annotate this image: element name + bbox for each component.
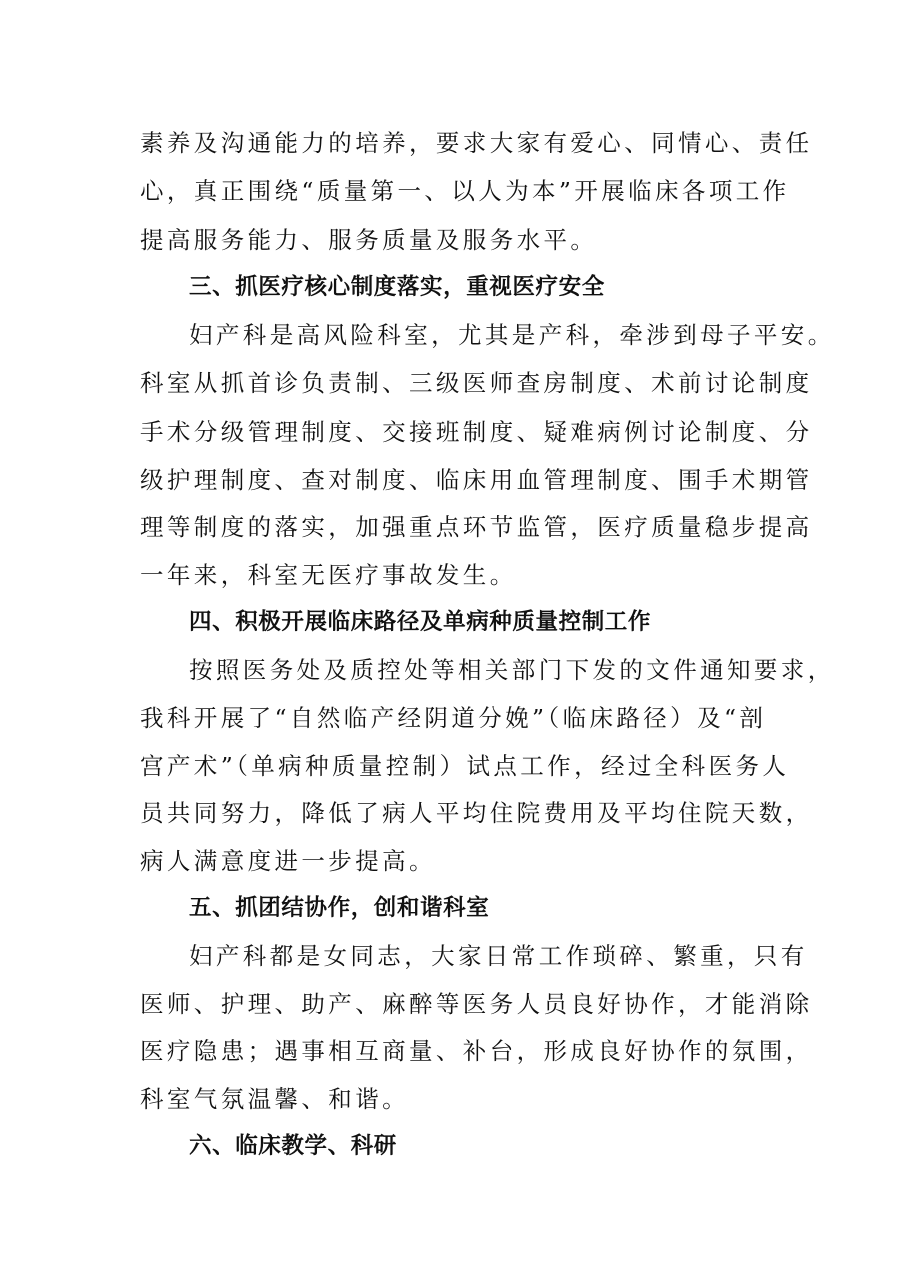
section-heading-3: 三、抓医疗核心制度落实，重视医疗安全 [189,274,605,300]
body-text-line: 理等制度的落实，加强重点环节监管，医疗质量稳步提高 [140,513,813,541]
body-text-line: 科室气氛温馨、和谐。 [140,1085,409,1113]
body-text-line: 员共同努力，降低了病人平均住院费用及平均住院天数， [140,799,813,827]
body-text-line: 提高服务能力、服务质量及服务水平。 [140,226,598,254]
section-heading-5: 五、抓团结协作，创和谐科室 [189,895,490,921]
body-text-line: 我科开展了“自然临产经阴道分娩”（临床路径）及“剖 [140,704,767,732]
body-text-line: 宫产术”（单病种质量控制）试点工作，经过全科医务人 [140,752,790,780]
body-text-line: 级护理制度、查对制度、临床用血管理制度、围手术期管 [140,466,813,494]
body-text-line: 按照医务处及质控处等相关部门下发的文件通知要求， [189,656,835,684]
section-heading-6: 六、临床教学、科研 [189,1133,397,1159]
section-heading-4: 四、积极开展临床路径及单病种质量控制工作 [189,609,652,635]
body-text-line: 医师、护理、助产、麻醉等医务人员良好协作，才能消除 [140,990,813,1018]
body-text-line: 妇产科是高风险科室，尤其是产科，牵涉到母子平安。 [189,321,835,349]
body-text-line: 手术分级管理制度、交接班制度、疑难病例讨论制度、分 [140,418,813,446]
body-text-line: 心，真正围绕“质量第一、以人为本”开展临床各项工作 [140,177,790,205]
body-text-line: 素养及沟通能力的培养，要求大家有爱心、同情心、责任 [140,129,813,157]
body-text-line: 科室从抓首诊负责制、三级医师查房制度、术前讨论制度 [140,369,813,397]
body-text-line: 妇产科都是女同志，大家日常工作琐碎、繁重，只有 [189,942,808,970]
body-text-line: 病人满意度进一步提高。 [140,847,436,875]
body-text-line: 一年来，科室无医疗事故发生。 [140,561,517,589]
body-text-line: 医疗隐患；遇事相互商量、补台，形成良好协作的氛围， [140,1037,813,1065]
